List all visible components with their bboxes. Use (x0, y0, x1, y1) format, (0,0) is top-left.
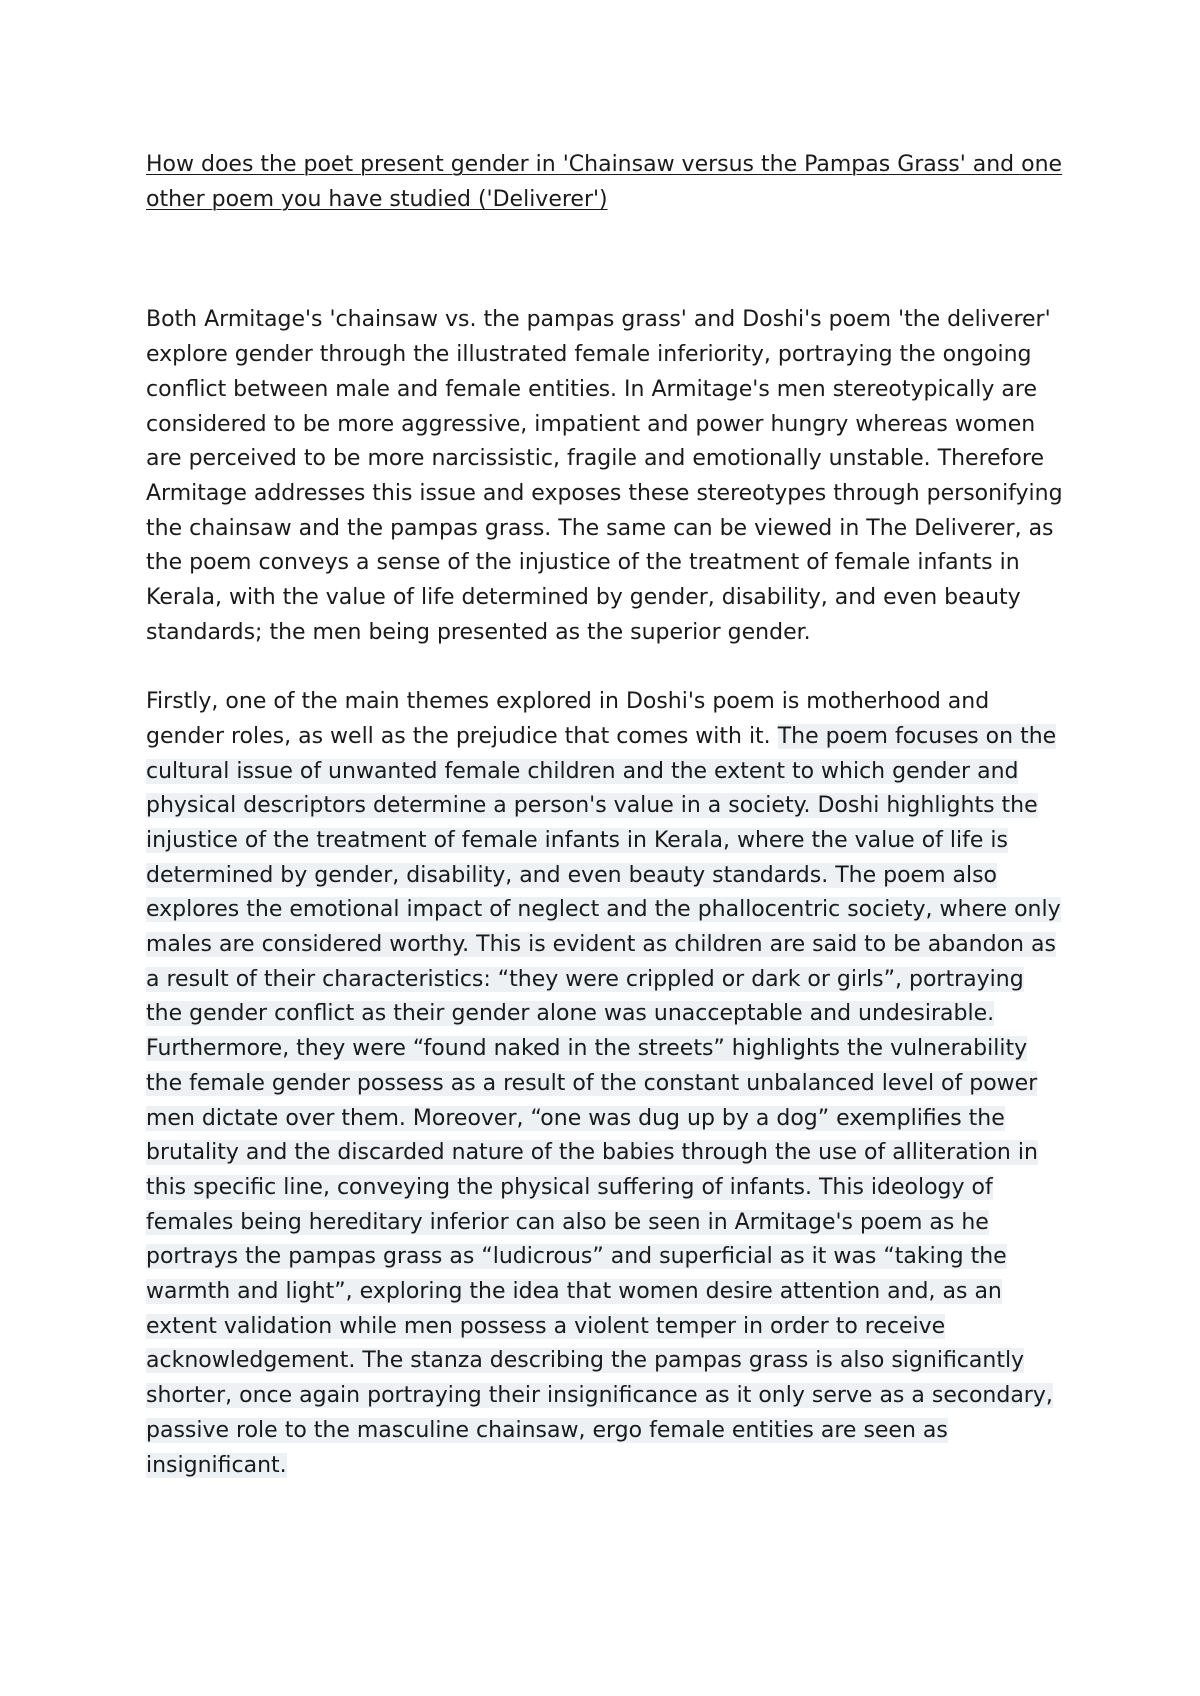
body-paragraph (146, 685, 1066, 1483)
essay-title: How does the poet present gender in 'Chainsaw versus the Pampas Grass' and one other poem you have studied ('Deliverer') (146, 152, 1063, 212)
intro-paragraph: Both Armitage's 'chainsaw vs. the pampas grass' and Doshi's poem 'the deliverer' explore gender through the illustrated female inferiority, portraying the ongoing conflict between male and female entities. In Armitage's men stereotypically are considered to be more aggressive, impatient and power hungry whereas women are perceived to be more narcissistic, fragile and emotionally unstable. Therefore Armitage addresses this issue and exposes these stereotypes through personifying the chainsaw and the pampas grass. The same can be viewed in The Deliverer, as the poem conveys a sense of the injustice of the treatment of female infants in Kerala, with the value of life determined by gender, disability, and even beauty standards; the men being presented as the superior gender. (146, 307, 1063, 645)
body-paragraph-highlighted: The poem focuses on the cultural issue of unwanted female children and the extent to which gender and physical descriptors determine a person's value in a society. Doshi highlights the injustice of the treatment of female infants in Kerala, where the value of life is determined by gender, disability, and even beauty standards. The poem also explores the emotional impact of neglect and the phallocentric society, where only males are considered worthy. This is evident as children are said to be abandon as a result of their characteristics: “they were crippled or dark or girls”, portraying the gender conflict as their gender alone was unacceptable and undesirable. Furthermore, they were “found naked in the streets” highlights the vulnerability the female gender possess as a result of the constant unbalanced level of power men dictate over them. Moreover, “one was dug up by a dog” exemplifies the brutality and the discarded nature of the babies through the use of alliteration in this specific line, conveying the physical suffering of infants. This ideology of females being hereditary inferior can also be seen in Armitage's poem as he portrays the pampas grass as “ludicrous” and superficial as it was “taking the warmth and light”, exploring the idea that women desire attention and, as an extent validation while men possess a violent temper in order to receive acknowledgement. The stanza describing the pampas grass is also significantly shorter, once again portraying their insignificance as it only serve as a secondary, passive role to the masculine chainsaw, ergo female entities are seen as insignificant. (146, 723, 1061, 1478)
document-content (146, 148, 1066, 1483)
body-paragraph-start: Firstly, one of the main themes explored in Doshi's poem is motherhood and gender roles, as well as the prejudice that comes with it. (146, 689, 990, 749)
